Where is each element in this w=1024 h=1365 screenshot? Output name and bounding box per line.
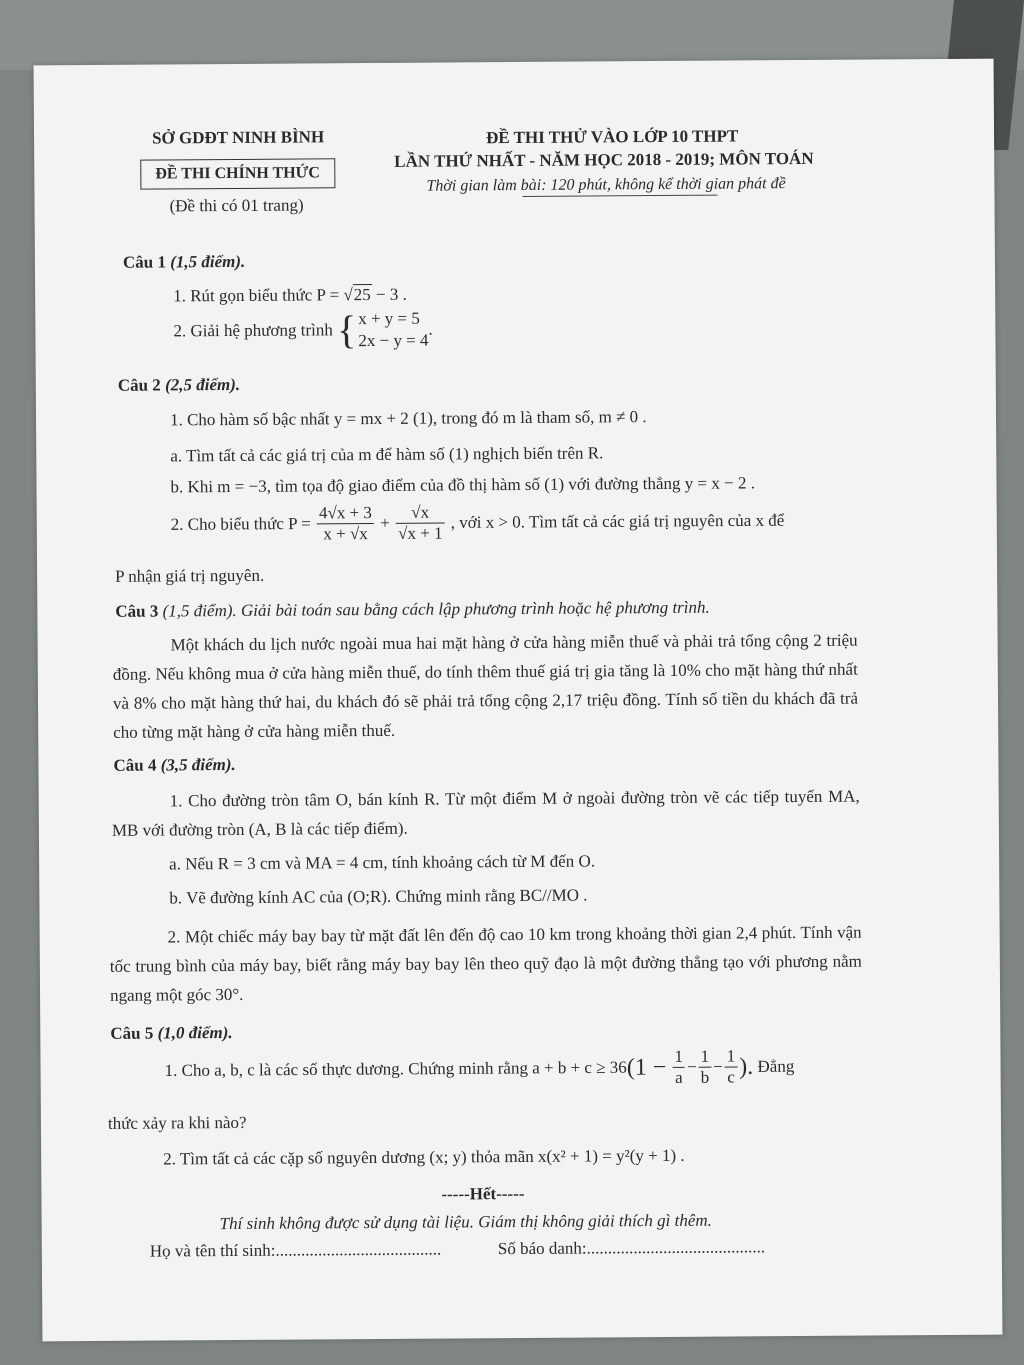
q1-item2	[173, 308, 433, 354]
q1-item1-expr-b: − 3 .	[371, 284, 407, 305]
q2-item2-lead: 2. Cho biểu thức	[170, 514, 284, 534]
q5-heading	[110, 1019, 233, 1048]
q1-item2-end: .	[428, 319, 433, 339]
denominator-c: c	[727, 1067, 735, 1087]
q5-item1-end: Đẳng	[757, 1056, 795, 1076]
minus-sign: −	[713, 1057, 723, 1077]
q2-item1: 1. Cho hàm số bậc nhất y = mx + 2 (1), trong đó m là tham số, m ≠ 0 .	[169, 407, 647, 430]
q2-heading	[118, 371, 241, 400]
q4-item1b: b. Vẽ đường kính AC của (O;R). Chứng minh rằng BC//MO .	[169, 885, 588, 908]
q2-item2-plus: +	[380, 513, 390, 533]
fraction-2-numerator: √x	[396, 503, 445, 524]
q1-item2-text: 2. Giải hệ phương trình	[173, 320, 333, 341]
q1-points: (1,5 điểm).	[170, 251, 246, 272]
footer-note: Thí sinh không được sử dụng tài liệu. Giám thị không giải thích gì thêm.	[219, 1210, 712, 1234]
q5-open: (1 −	[626, 1054, 667, 1081]
q2-item1b: b. Khi m = −3, tìm tọa độ giao điểm của đồ thị hàm số (1) với đường thẳng y = x − 2 .	[170, 473, 756, 497]
q4-title: Câu 4	[113, 755, 157, 775]
q2-title: Câu 2	[117, 375, 161, 395]
q3-heading	[115, 594, 710, 626]
fraction-2	[396, 503, 445, 544]
q1-item1-radicand: 25	[353, 285, 371, 305]
q2-item2-p: P =	[288, 513, 311, 534]
page-note: (Đề thi có 01 trang)	[169, 195, 304, 216]
q2-points: (2,5 điểm).	[164, 374, 241, 395]
fraction-1-over-a	[672, 1047, 685, 1088]
q2-item2-cont: P nhận giá trị nguyên.	[115, 565, 265, 586]
q2-item2-tail: , với x > 0. Tìm tất cả các giá trị nguyên của x để	[450, 510, 785, 532]
q5-item1-lead: 1. Cho a, b, c là các số thực dương. Chứng minh rằng	[164, 1058, 528, 1080]
fraction-2-denominator: √x + 1	[398, 523, 443, 543]
fraction-1-over-c	[725, 1046, 738, 1087]
q1-title: Câu 1	[122, 252, 166, 272]
q5-item2: 2. Tìm tất cả các cặp số nguyên dương (x; y) thỏa mãn x(x² + 1) = y²(y + 1) .	[163, 1145, 685, 1169]
fraction-1	[317, 503, 374, 544]
q4-item1a: a. Nếu R = 3 cm và MA = 4 cm, tính khoảng cách từ M đến O.	[169, 851, 596, 874]
q5-points: (1,0 điểm).	[157, 1023, 233, 1043]
q3-body: Một khách du lịch nước ngoài mua hai mặt hàng ở cửa hàng miễn thuế và phải trả tổng cộng 2 triệu đồng. Nếu không mua ở cửa hàng miễn thuế, do tính thêm thuế giá trị gia tăng là 10% cho mặt hàng thứ nhất và 8% cho mặt hàng thứ hai, du khách đó sẽ phải trả tổng cộng 2,17 triệu đồng. Tính số tiền du khách đã trả cho từng mặt hàng ở cửa hàng miễn thuế.	[112, 630, 859, 742]
q4-item2: 2. Một chiếc máy bay bay từ mặt đất lên đến độ cao 10 km trong khoảng thời gian 2,4 phút. Tính vận tốc trung bình của máy bay, biết rằng máy bay bay lên theo quỹ đạo là một đường thẳng tạo với phương nằm ngang một góc 30°.	[109, 922, 862, 1005]
q1-item1-expr-a: P = √	[316, 285, 353, 305]
q4-heading	[113, 751, 236, 780]
q5-ineq: a + b + c ≥ 36	[532, 1057, 627, 1078]
q5-title: Câu 5	[110, 1023, 154, 1043]
q2-item2	[171, 500, 785, 545]
fraction-1-over-b	[699, 1047, 712, 1088]
q1-item1	[173, 281, 407, 311]
q5-item1	[164, 1046, 794, 1091]
candidate-id-field: Số báo danh:..........................................	[497, 1237, 766, 1259]
fraction-1-numerator: 4√x + 3	[317, 503, 374, 524]
exam-paper	[34, 59, 1003, 1342]
q4-points: (3,5 điểm).	[160, 754, 236, 775]
numerator-one: 1	[725, 1046, 738, 1067]
equation-2: 2x − y = 4	[358, 330, 429, 351]
q2-item1a: a. Tìm tất cả các giá trị của m để hàm số (1) nghịch biến trên R.	[170, 443, 604, 466]
q1-heading	[123, 248, 246, 277]
exam-subtitle: LẦN THỨ NHẤT - NĂM HỌC 2018 - 2019; MÔN TOÁN	[394, 148, 814, 171]
q1-item1-text: 1. Rút gọn biểu thức	[173, 285, 313, 306]
equation-1: x + y = 5	[358, 308, 420, 329]
brace-icon: {	[336, 307, 357, 353]
exam-title: ĐỀ THI THỬ VÀO LỚP 10 THPT	[486, 126, 739, 148]
end-mark: -----Hết-----	[441, 1183, 525, 1204]
numerator-one: 1	[699, 1047, 712, 1068]
official-label: ĐỀ THI CHÍNH THỨC	[140, 158, 335, 189]
candidate-name-field: Họ và tên thí sinh:.......................................	[149, 1239, 442, 1261]
time-note: Thời gian làm bài: 120 phút, không kể thời gian phát đề	[426, 175, 786, 195]
fraction-1-denominator: x + √x	[323, 524, 368, 544]
q5-close: ).	[739, 1053, 754, 1080]
q3-points: (1,5 điểm). Giải bài toán sau bằng cách lập phương trình hoặc hệ phương trình.	[162, 597, 710, 621]
denominator-a: a	[675, 1067, 683, 1087]
denominator-b: b	[700, 1067, 710, 1087]
equation-system	[358, 308, 428, 352]
q3-title: Câu 3	[115, 601, 159, 621]
minus-sign: −	[686, 1057, 697, 1077]
numerator-one: 1	[672, 1047, 685, 1068]
department-name: SỞ GDĐT NINH BÌNH	[152, 127, 325, 148]
q5-item1-cont: thức xảy ra khi nào?	[107, 1112, 247, 1133]
q4-item1: 1. Cho đường tròn tâm O, bán kính R. Từ một điểm M ở ngoài đường tròn vẽ các tiếp tuyến MA, MB với đường tròn (A, B là các tiếp điểm).	[111, 786, 860, 840]
